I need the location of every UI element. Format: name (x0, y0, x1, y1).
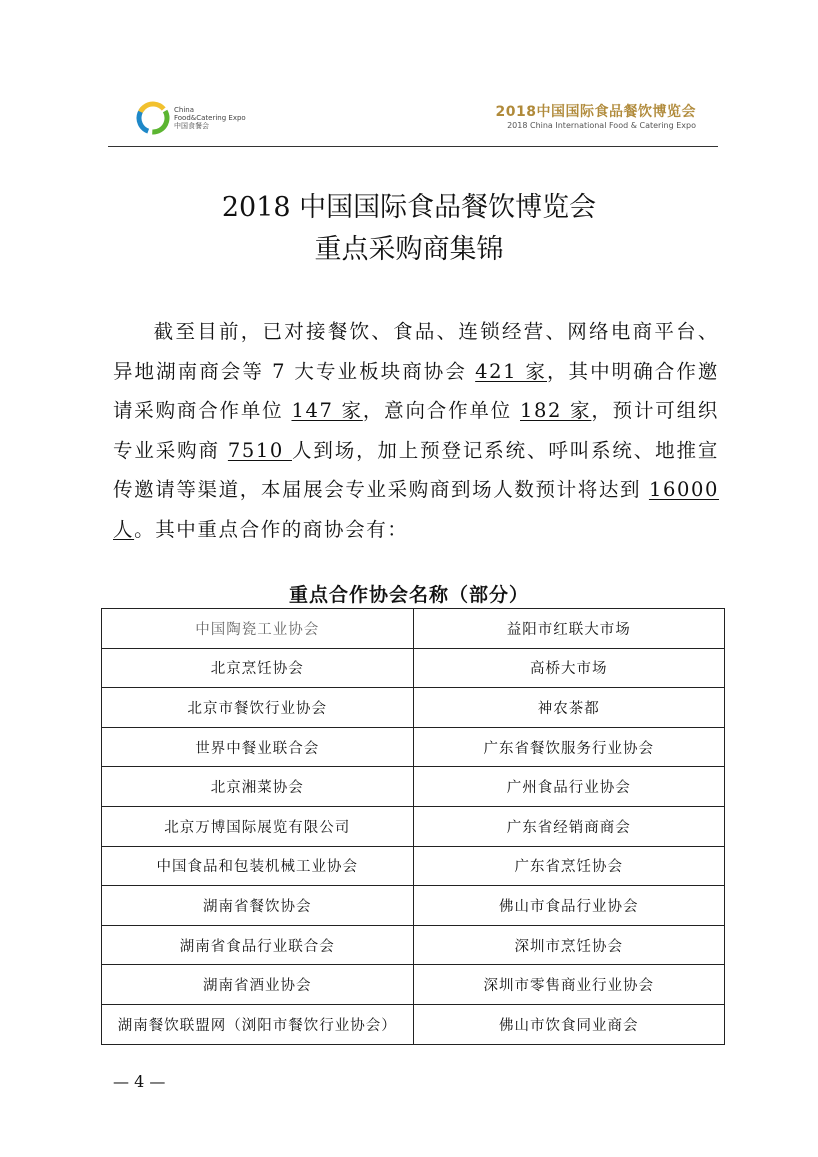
table-cell-left: 湖南省食品行业联合会 (102, 925, 414, 965)
expo-title-en: 2018 China International Food & Catering Expo (507, 121, 696, 130)
table-row (102, 1004, 725, 1044)
table-cell-left: 中国陶瓷工业协会 (102, 609, 414, 649)
page-title: 2018 中国国际食品餐饮博览会 (221, 192, 597, 223)
table-row (102, 886, 725, 926)
table-row (102, 965, 725, 1005)
table-row (102, 727, 725, 767)
count-partners: 147 家 (291, 399, 363, 422)
para-text-2: ，其中明确合作邀请采购商合作单位 (113, 359, 720, 422)
table-cell-right: 益阳市红联大市场 (413, 609, 725, 649)
count-attendees: 16000 人 (113, 478, 719, 541)
table-row (102, 648, 725, 688)
table-row (102, 846, 725, 886)
table-row (102, 688, 725, 728)
table-cell-right: 佛山市饮食同业商会 (413, 1004, 725, 1044)
page-header (108, 92, 718, 147)
expo-logo (136, 98, 246, 138)
logo-text-en-2: Food&Catering Expo (174, 114, 246, 122)
table-cell-right: 神农茶都 (413, 688, 725, 728)
page-subtitle: 重点采购商集锦 (314, 234, 504, 265)
para-text-6: 。其中重点合作的商协会有： (134, 517, 409, 541)
para-text-4: ，预计可组织专业采购商 (113, 399, 719, 462)
table-cell-left: 世界中餐业联合会 (102, 727, 414, 767)
page-number: — 4 — (113, 1072, 166, 1091)
table-cell-right: 广东省烹饪协会 (413, 846, 725, 886)
count-buyers: 7510 (227, 438, 292, 462)
intro-paragraph (113, 312, 719, 549)
table-cell-right: 广东省餐饮服务行业协会 (413, 727, 725, 767)
table-cell-right: 佛山市食品行业协会 (413, 886, 725, 926)
table-row (102, 609, 725, 649)
table-cell-left: 北京市餐饮行业协会 (102, 688, 414, 728)
swirl-logo-icon (136, 101, 170, 135)
expo-title-cn: 2018中国国际食品餐饮博览会 (495, 104, 696, 120)
table-cell-right: 高桥大市场 (413, 648, 725, 688)
count-intended: 182 家 (520, 399, 592, 422)
table-caption: 重点合作协会名称（部分） (288, 584, 529, 606)
table-cell-left: 北京烹饪协会 (102, 648, 414, 688)
table-cell-right: 深圳市烹饪协会 (413, 925, 725, 965)
table-cell-left: 北京万博国际展览有限公司 (102, 806, 414, 846)
table-row (102, 806, 725, 846)
table-cell-left: 北京湘菜协会 (102, 767, 414, 807)
table-cell-left: 湖南省酒业协会 (102, 965, 414, 1005)
table-cell-right: 广州食品行业协会 (413, 767, 725, 807)
associations-table (101, 608, 725, 1045)
table-cell-right: 深圳市零售商业行业协会 (413, 965, 725, 1005)
expo-title-mark (496, 104, 696, 132)
count-associations: 421 家 (475, 359, 547, 383)
para-text-1: 截至目前，已对接餐饮、食品、连锁经营、网络电商平台、异地湖南商会等 7 大专业板块商协会 (113, 320, 719, 383)
logo-text-en-1: China (174, 106, 194, 114)
table-row (102, 767, 725, 807)
table-cell-left: 中国食品和包装机械工业协会 (102, 846, 414, 886)
table-cell-right: 广东省经销商商会 (413, 806, 725, 846)
logo-text-cn: 中国食餐会 (174, 122, 209, 130)
para-text-5: 人到场，加上预登记系统、呼叫系统、地推宣传邀请等渠道，本届展会专业采购商到场人数预计将达到 (113, 438, 719, 501)
para-text-3: ，意向合作单位 (362, 399, 520, 422)
table-cell-left: 湖南省餐饮协会 (102, 886, 414, 926)
table-cell-left: 湖南餐饮联盟网（浏阳市餐饮行业协会） (102, 1004, 414, 1044)
table-row (102, 925, 725, 965)
